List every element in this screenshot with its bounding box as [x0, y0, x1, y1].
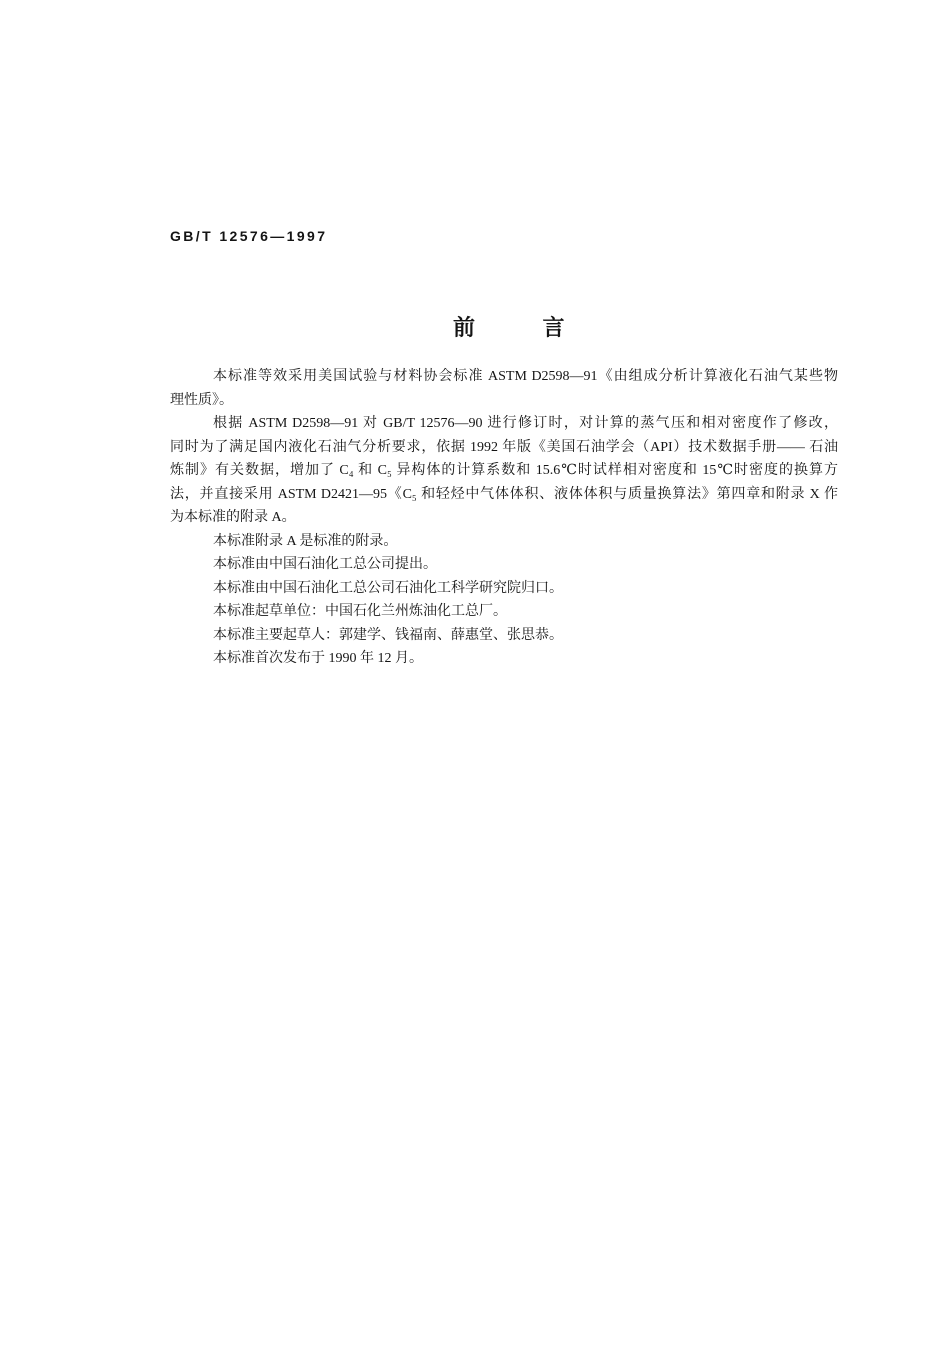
text-line: 本标准主要起草人：郭建学、钱福南、薛惠堂、张思恭。: [213, 627, 563, 643]
text-line: 法，并直接采用 ASTM D2421—95《C₅ 和轻烃中气体体积、液体体积与质量换算法》第四章和附录 X 作: [170, 486, 838, 502]
text-line: 为本标准的附录 A。: [170, 510, 296, 525]
paragraph: [170, 647, 838, 671]
standard-number: GB/T 12576—1997: [170, 228, 328, 244]
paragraph: [170, 412, 838, 530]
preface-title: 前 言: [453, 315, 565, 340]
paragraph: [170, 365, 838, 412]
text-line: 本标准由中国石油化工总公司提出。: [213, 557, 437, 572]
text-line: 根据 ASTM D2598—91 对 GB/T 12576—90 进行修订时，对计算的蒸气压和相对密度作了修改，: [213, 416, 838, 431]
paragraph: [170, 624, 838, 648]
text-line: 本标准首次发布于 1990 年 12 月。: [213, 651, 423, 666]
text-line: 本标准由中国石油化工总公司石油化工科学研究院归口。: [213, 580, 563, 596]
text-line: 本标准等效采用美国试验与材料协会标准 ASTM D2598—91《由组成分析计算液化石油气某些物: [213, 369, 838, 384]
text-line: 本标准起草单位：中国石化兰州炼油化工总厂。: [213, 604, 507, 619]
paragraph: [170, 577, 838, 601]
text-line: 理性质》。: [170, 392, 233, 408]
text-line: 炼制》有关数据，增加了 C₄ 和 C₅ 异构体的计算系数和 15.6℃时试样相对密度和 15℃时密度的换算方: [170, 463, 838, 478]
text-line: 同时为了满足国内液化石油气分析要求，依据 1992 年版《美国石油学会（API）技术数据手册—— 石油: [170, 439, 838, 455]
text-line: 本标准附录 A 是标准的附录。: [213, 533, 398, 549]
paragraph: [170, 553, 838, 577]
paragraph: [170, 600, 838, 624]
paragraph: [170, 530, 838, 554]
preface-body: [170, 365, 838, 671]
